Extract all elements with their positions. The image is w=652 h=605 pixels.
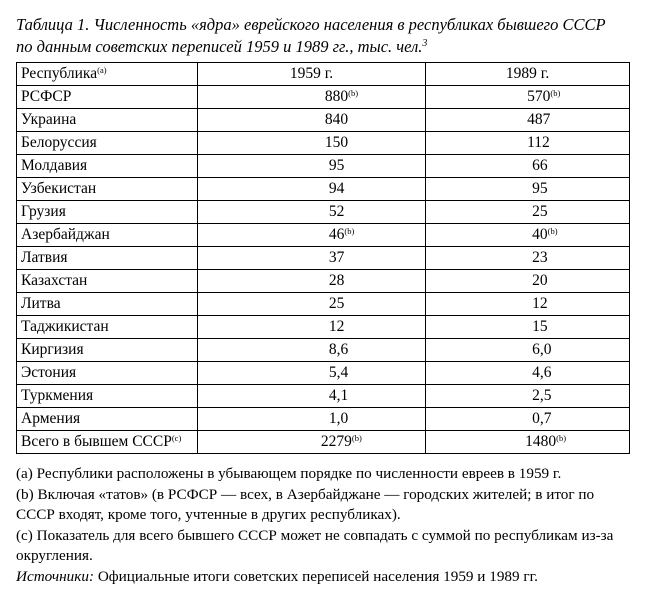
header-republic: Республика$^{(a)}$ <box>17 63 198 86</box>
cell-republic: Узбекистан <box>17 178 198 201</box>
cell-republic: Таджикистан <box>17 316 198 339</box>
cell-republic: Киргизия <box>17 339 198 362</box>
table-body <box>17 86 630 454</box>
cell-1989: 95 <box>426 178 630 201</box>
table-row <box>17 293 630 316</box>
table-row <box>17 178 630 201</box>
cell-1959: 28 <box>197 270 425 293</box>
table-row <box>17 155 630 178</box>
cell-1989: 6,0 <box>426 339 630 362</box>
cell-republic: Туркмения <box>17 385 198 408</box>
cell-1989: 487 <box>426 109 630 132</box>
cell-total-1989: 1480$^{(b)}$ <box>426 431 630 454</box>
cell-total-1959: 2279$^{(b)}$ <box>197 431 425 454</box>
table-total-row <box>17 431 630 454</box>
cell-1959: 8,6 <box>197 339 425 362</box>
table-header-row <box>17 63 630 86</box>
table-row <box>17 385 630 408</box>
cell-republic: Азербайджан <box>17 224 198 247</box>
cell-1989: 25 <box>426 201 630 224</box>
cell-1959: 4,1 <box>197 385 425 408</box>
table-row <box>17 86 630 109</box>
note-c: (c) Показатель для всего бывшего СССР может не совпадать с суммой по республикам из-за округления. <box>16 526 614 564</box>
table-caption <box>16 14 632 58</box>
cell-1959: 37 <box>197 247 425 270</box>
cell-1959: 150 <box>197 132 425 155</box>
cell-1959: 52 <box>197 201 425 224</box>
cell-republic: Казахстан <box>17 270 198 293</box>
table-row <box>17 132 630 155</box>
cell-1989: 40$^{(b)}$ <box>426 224 630 247</box>
header-1989: 1989 г. <box>426 63 630 86</box>
cell-republic: Литва <box>17 293 198 316</box>
table-row <box>17 362 630 385</box>
cell-republic: Латвия <box>17 247 198 270</box>
cell-republic: Грузия <box>17 201 198 224</box>
cell-1959-mark: (b) <box>348 88 359 98</box>
cell-1989-mark: (b) <box>547 226 558 236</box>
cell-1989: 12 <box>426 293 630 316</box>
table-row <box>17 270 630 293</box>
cell-1989-mark: (b) <box>550 88 561 98</box>
header-republic-mark: (a) <box>97 65 107 75</box>
table-row <box>17 109 630 132</box>
cell-1959: 1,0 <box>197 408 425 431</box>
table-row <box>17 408 630 431</box>
cell-1959: 880$^{(b)}$ <box>197 86 425 109</box>
cell-republic: Эстония <box>17 362 198 385</box>
note-a: (a) Республики расположены в убывающем порядке по численности евреев в 1959 г. <box>16 465 562 482</box>
cell-1959-mark: (b) <box>344 226 355 236</box>
cell-republic: Украина <box>17 109 198 132</box>
document-page <box>16 14 632 587</box>
cell-total-1989-mark: (b) <box>556 433 567 443</box>
table-notes <box>16 464 632 587</box>
cell-1989: 0,7 <box>426 408 630 431</box>
cell-1989: 66 <box>426 155 630 178</box>
table-row <box>17 201 630 224</box>
caption-footnote-ref: 3 <box>422 38 428 49</box>
cell-1989: 570$^{(b)}$ <box>426 86 630 109</box>
table-row <box>17 339 630 362</box>
cell-1989: 15 <box>426 316 630 339</box>
sources-text: Официальные итоги советских переписей населения 1959 и 1989 гг. <box>94 567 538 585</box>
caption-line-1: Таблица 1. Численность «ядра» еврейского населения в республиках бывшего СССР <box>16 15 606 34</box>
cell-1959: 46$^{(b)}$ <box>197 224 425 247</box>
header-1959: 1959 г. <box>197 63 425 86</box>
table-row <box>17 224 630 247</box>
cell-1989: 20 <box>426 270 630 293</box>
cell-1959: 94 <box>197 178 425 201</box>
cell-republic: РСФСР <box>17 86 198 109</box>
cell-total-1959-mark: (b) <box>351 433 362 443</box>
table-row <box>17 247 630 270</box>
cell-total-label: Всего в бывшем СССР$^{(c)}$ <box>17 431 198 454</box>
cell-1959: 840 <box>197 109 425 132</box>
table-row <box>17 316 630 339</box>
cell-republic: Армения <box>17 408 198 431</box>
population-table <box>16 62 630 454</box>
cell-1989: 2,5 <box>426 385 630 408</box>
caption-line-2: по данным советских переписей 1959 и 1989 гг., тыс. чел. <box>16 37 423 56</box>
sources-label: Источники: <box>16 567 95 585</box>
cell-republic: Молдавия <box>17 155 198 178</box>
cell-1989: 112 <box>426 132 630 155</box>
note-b: (b) Включая «татов» (в РСФСР — всех, в Азербайджане — городских жителей; в итог по СССР входят, кроме того, учтенные в других республиках). <box>16 485 595 523</box>
cell-1959: 25 <box>197 293 425 316</box>
cell-1989: 23 <box>426 247 630 270</box>
cell-total-label-mark: (c) <box>171 433 182 443</box>
cell-1959: 5,4 <box>197 362 425 385</box>
cell-1959: 12 <box>197 316 425 339</box>
note-sources <box>16 567 632 588</box>
cell-republic: Белоруссия <box>17 132 198 155</box>
cell-1959: 95 <box>197 155 425 178</box>
cell-1989: 4,6 <box>426 362 630 385</box>
